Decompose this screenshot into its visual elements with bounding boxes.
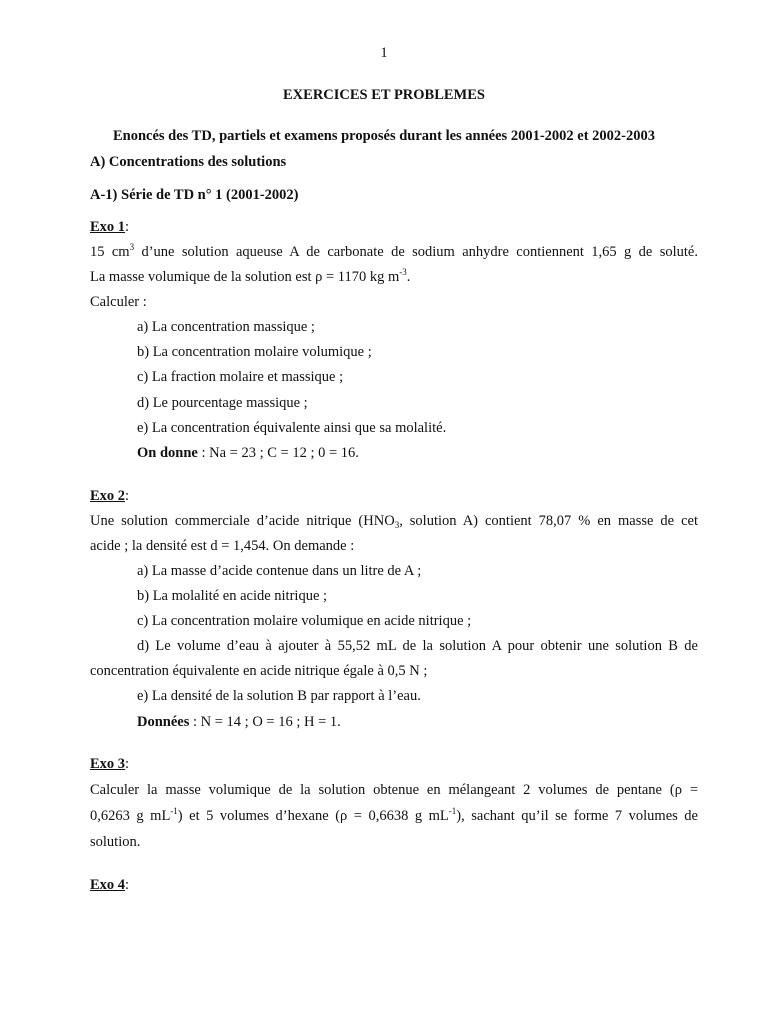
section-heading: A) Concentrations des solutions bbox=[90, 154, 287, 170]
exo1-intro: Calculer : bbox=[90, 294, 147, 310]
exo2-item-d: d) Le volume d’eau à ajouter à 55,52 mL de la solution A pour obtenir une solution B de bbox=[137, 638, 698, 654]
exo2-line-1: Une solution commerciale d’acide nitrique ($HNO_3$, solution A) contient 78,07 % en masse de cet bbox=[90, 513, 698, 530]
document-title: EXERCICES ET PROBLEMES bbox=[283, 87, 485, 103]
exo1-line-2: La masse volumique de la solution est ρ = 1170 kg $m^{-3}$. bbox=[90, 267, 411, 285]
exo1-item-a: a) La concentration massique ; bbox=[137, 319, 315, 335]
document-subtitle: Enoncés des TD, partiels et examens proposés durant les années 2001-2002 et 2002-2003 bbox=[112, 128, 655, 144]
exo2-item-e: e) La densité de la solution B par rapport à l’eau. bbox=[137, 688, 421, 704]
series-heading: A-1) Série de TD n° 1 (2001-2002) bbox=[90, 187, 299, 203]
exo3-line-3: solution. bbox=[90, 834, 141, 850]
page-number: 1 bbox=[380, 45, 388, 61]
exo1-item-c: c) La fraction molaire et massique ; bbox=[137, 369, 344, 385]
exo2-item-a: a) La masse d’acide contenue dans un litre de A ; bbox=[137, 563, 422, 579]
exo2-item-c: c) La concentration molaire volumique en acide nitrique ; bbox=[137, 613, 472, 629]
exo1-given: On donne : Na = 23 ; C = 12 ; 0 = 16. bbox=[137, 445, 359, 461]
exo1-item-e: e) La concentration équivalente ainsi que sa molalité. bbox=[137, 420, 447, 436]
exo2-heading: Exo 2: bbox=[90, 488, 130, 504]
exo3-line-1: Calculer la masse volumique de la solution obtenue en mélangeant 2 volumes de pentane (ρ = bbox=[90, 782, 698, 798]
exo1-heading: Exo 1: bbox=[90, 219, 130, 235]
exo2-label: Exo 2 bbox=[90, 488, 126, 504]
exo2-item-d-continued: concentration équivalente en acide nitrique égale à 0,5 N ; bbox=[90, 663, 428, 679]
exo1-item-b: b) La concentration molaire volumique ; bbox=[137, 344, 372, 360]
exo3-heading: Exo 3: bbox=[90, 756, 130, 772]
exo2-item-b: b) La molalité en acide nitrique ; bbox=[137, 588, 328, 604]
exo4-label: Exo 4 bbox=[90, 877, 126, 893]
exo1-label: Exo 1 bbox=[90, 219, 126, 235]
exo1-item-d: d) Le pourcentage massique ; bbox=[137, 395, 308, 411]
exo4-heading: Exo 4: bbox=[90, 877, 130, 893]
exo3-label: Exo 3 bbox=[90, 756, 126, 772]
exo3-line-2: 0,6263 g $mL^{-1}$) et 5 volumes d’hexane (ρ = 0,6638 g $mL^{-1}$), sachant qu’il se forme 7 volumes de bbox=[90, 806, 698, 824]
exo2-given: Données : N = 14 ; O = 16 ; H = 1. bbox=[137, 714, 341, 730]
exo2-line-2: acide ; la densité est d = 1,454. On demande : bbox=[90, 538, 355, 554]
exo1-line-1: 15 $cm^3$ d’une solution aqueuse A de carbonate de sodium anhydre contiennent 1,65 g de soluté. bbox=[90, 242, 698, 260]
